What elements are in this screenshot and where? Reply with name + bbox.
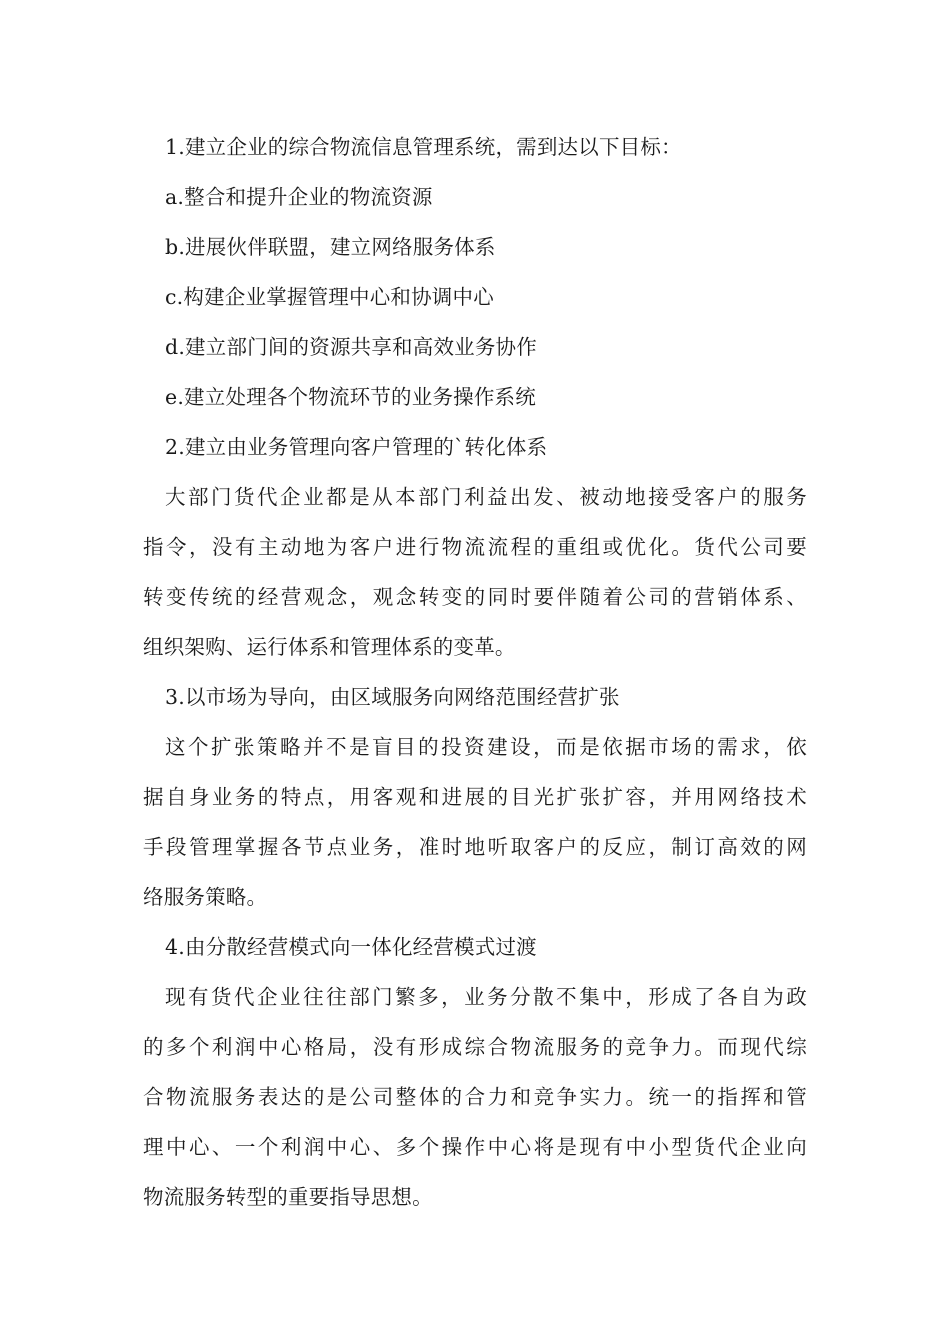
paragraph-3-line-1: 这个扩张策略并不是盲目的投资建设，而是依据市场的需求，依 [165, 735, 807, 759]
paragraph-3-line-3: 手段管理掌握各节点业务，准时地听取客户的反应，制订高效的网 [143, 835, 807, 859]
heading-1: 1.建立企业的综合物流信息管理系统，需到达以下目标： [165, 135, 682, 159]
list-item-b: b.进展伙伴联盟，建立网络服务体系 [165, 235, 496, 259]
heading-2: 2.建立由业务管理向客户管理的`转化体系 [165, 435, 548, 459]
paragraph-4-line-2: 的多个利润中心格局，没有形成综合物流服务的竞争力。而现代综 [143, 1035, 807, 1059]
paragraph-4-line-4: 理中心、一个利润中心、多个操作中心将是现有中小型货代企业向 [143, 1135, 807, 1159]
list-item-c: c.构建企业掌握管理中心和协调中心 [165, 285, 494, 309]
paragraph-2-line-3: 转变传统的经营观念，观念转变的同时要伴随着公司的营销体系、 [143, 585, 807, 609]
heading-3: 3.以市场为导向，由区域服务向网络范围经营扩张 [165, 685, 620, 709]
paragraph-2-line-1: 大部门货代企业都是从本部门利益出发、被动地接受客户的服务 [165, 485, 807, 509]
paragraph-2-line-2: 指令，没有主动地为客户进行物流流程的重组或优化。货代公司要 [143, 535, 807, 559]
list-item-a: a.整合和提升企业的物流资源 [165, 185, 433, 209]
paragraph-2-line-4: 组织架购、运行体系和管理体系的变革。 [143, 635, 516, 659]
document-body [143, 122, 807, 1222]
paragraph-3-line-4: 络服务策略。 [143, 885, 268, 909]
list-item-e: e.建立处理各个物流环节的业务操作系统 [165, 385, 536, 409]
paragraph-4-line-1: 现有货代企业往往部门繁多，业务分散不集中，形成了各自为政 [165, 985, 807, 1009]
list-item-d: d.建立部门间的资源共享和高效业务协作 [165, 335, 537, 359]
paragraph-3-line-2: 据自身业务的特点，用客观和进展的目光扩张扩容，并用网络技术 [143, 785, 807, 809]
paragraph-4-line-5: 物流服务转型的重要指导思想。 [143, 1185, 433, 1209]
heading-4: 4.由分散经营模式向一体化经营模式过渡 [165, 935, 537, 959]
paragraph-4-line-3: 合物流服务表达的是公司整体的合力和竞争实力。统一的指挥和管 [143, 1085, 807, 1109]
